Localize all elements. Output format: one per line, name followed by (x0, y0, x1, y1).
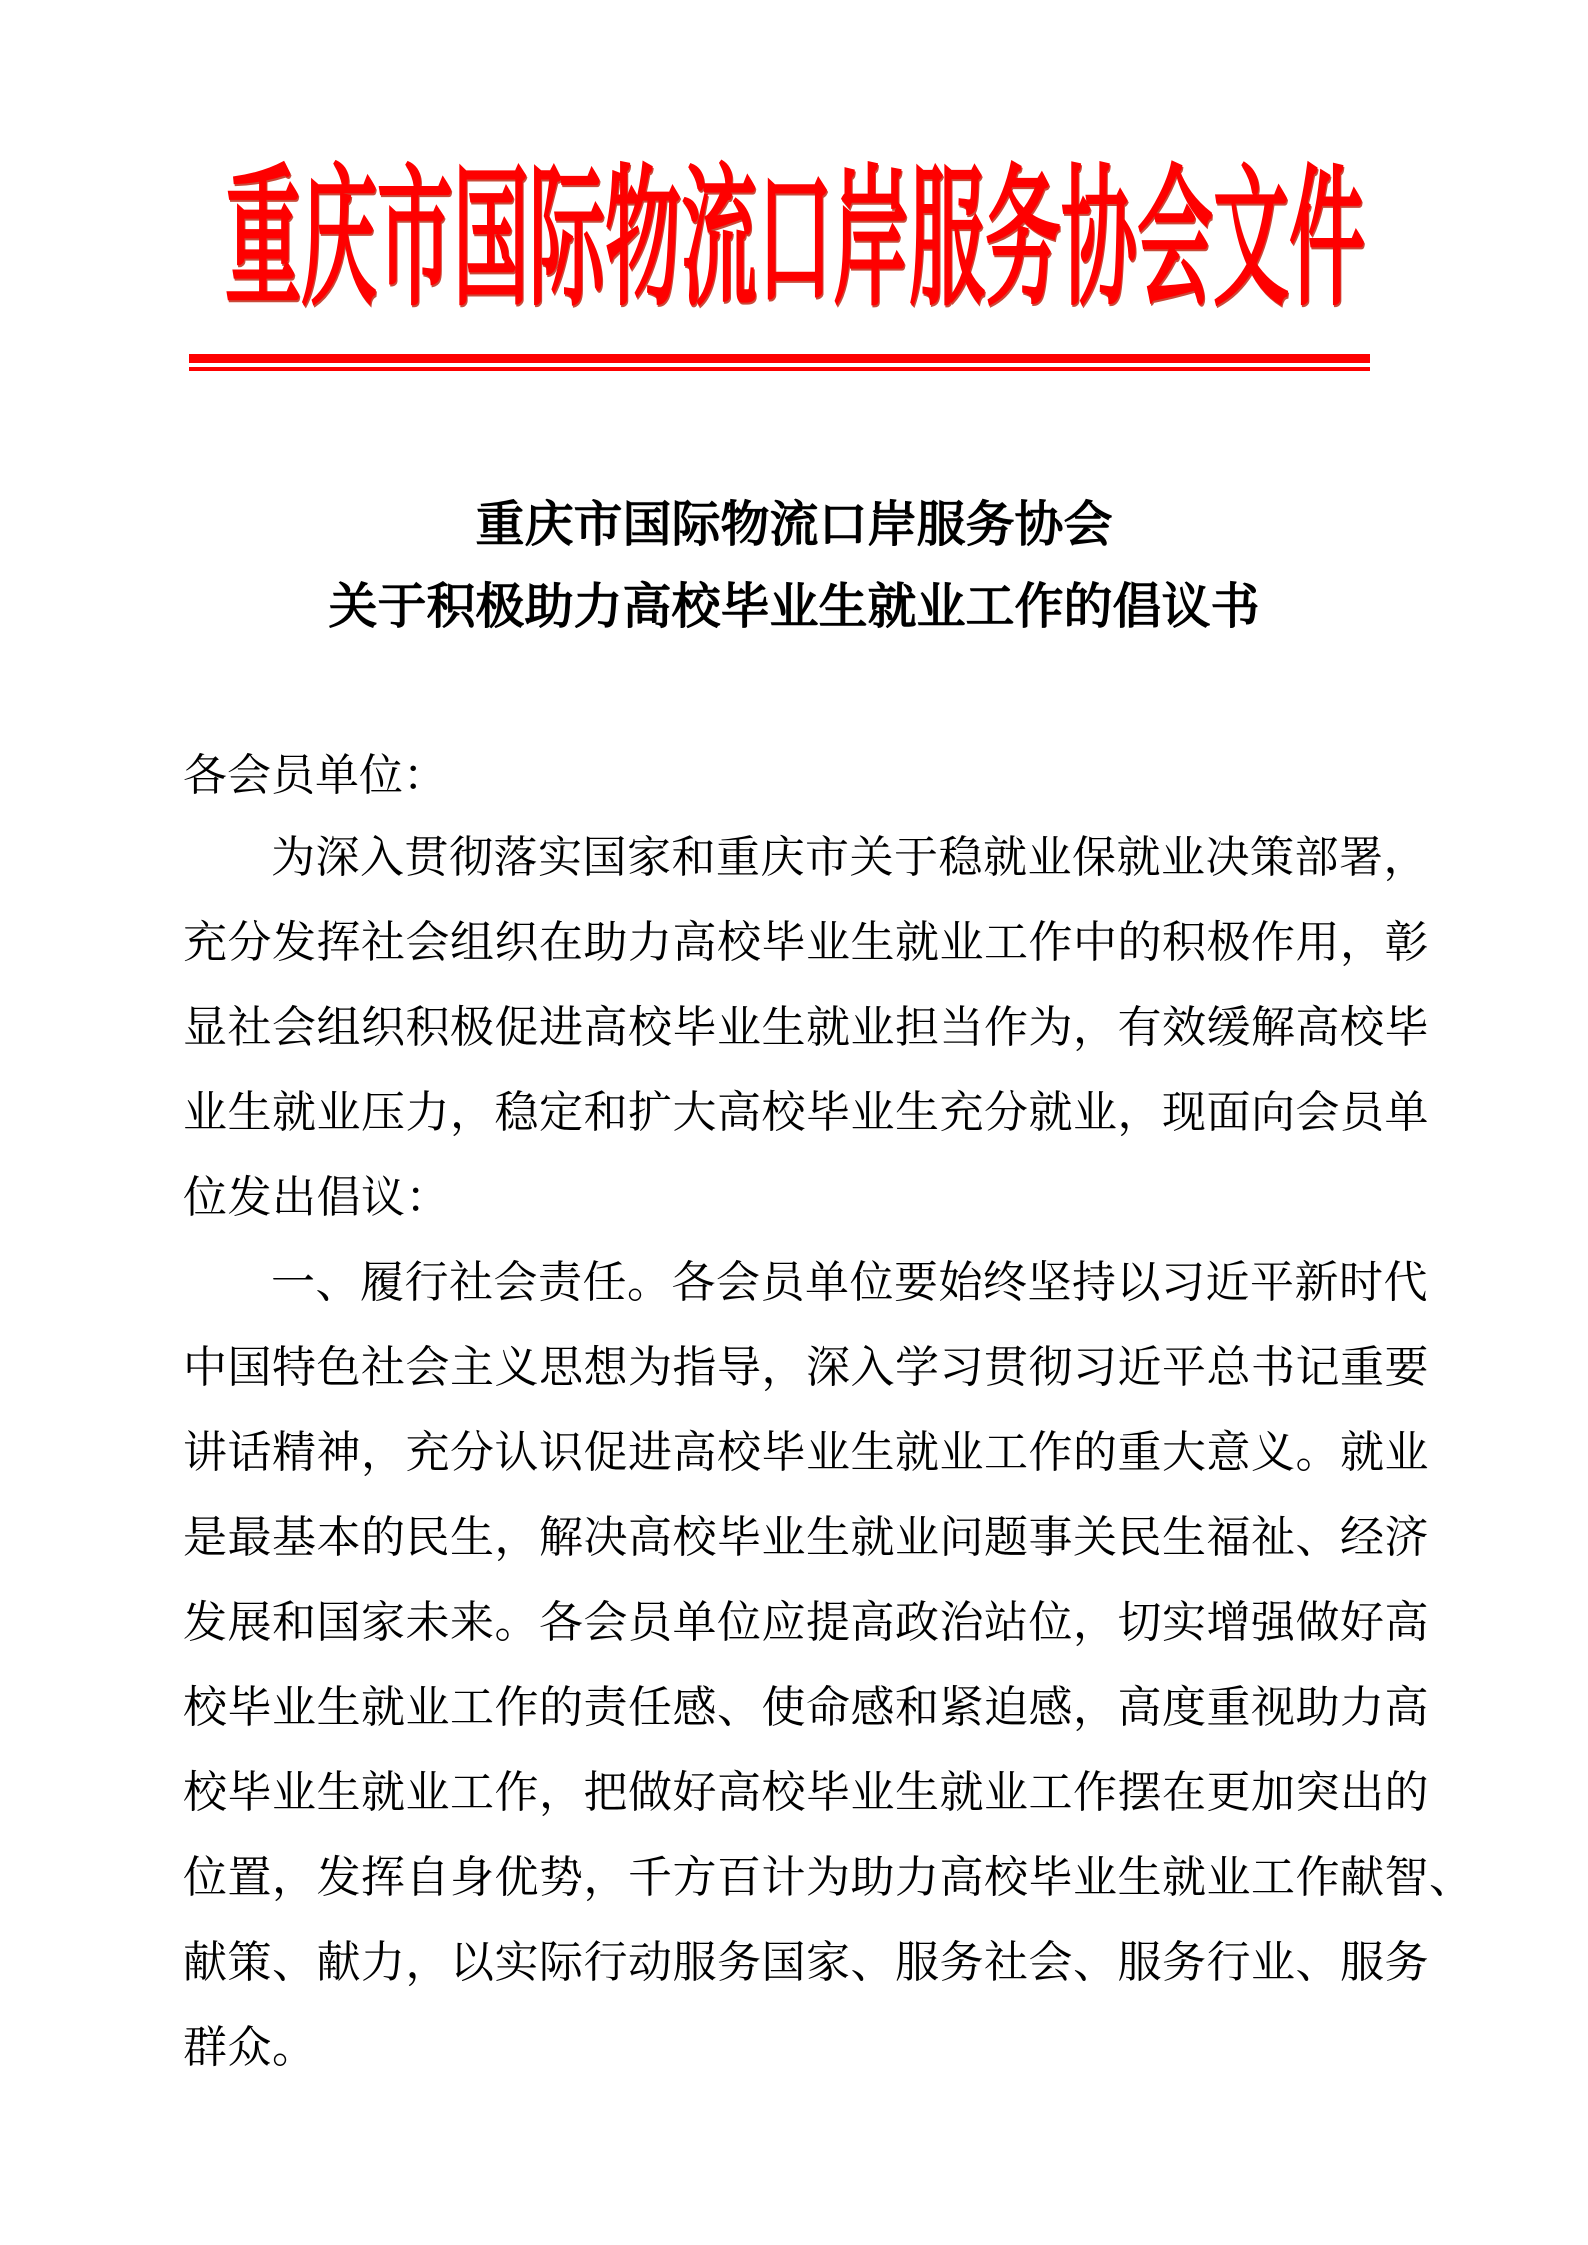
document-title-line2: 关于积极助力高校毕业生就业工作的倡议书 (328, 579, 1260, 634)
document-title-line1: 重庆市国际物流口岸服务协会 (475, 497, 1113, 552)
body-line: 业生就业压力，稳定和扩大高校毕业生充分就业，现面向会员单 (183, 1088, 1429, 1137)
letterhead-char: 市 (377, 157, 453, 325)
red-divider-rule (189, 354, 1370, 371)
letterhead-char: 务 (985, 157, 1061, 325)
letterhead-char: 国 (453, 157, 529, 325)
letterhead-char: 庆 (301, 157, 377, 325)
body-line: 群众。 (183, 2023, 317, 2072)
body-line: 充分发挥社会组织在助力高校毕业生就业工作中的积极作用，彰 (183, 918, 1429, 967)
salutation: 各会员单位： (183, 751, 447, 800)
divider-thin-line (189, 367, 1370, 371)
letterhead-char: 物 (605, 157, 681, 325)
letterhead-char: 服 (909, 157, 985, 325)
divider-thick-line (189, 354, 1370, 363)
body-line: 献策、献力，以实际行动服务国家、服务社会、服务行业、服务 (183, 1938, 1429, 1987)
body-line: 是最基本的民生，解决高校毕业生就业问题事关民生福祉、经济 (183, 1513, 1429, 1562)
body-line: 位置，发挥自身优势，千方百计为助力高校毕业生就业工作献智、 (183, 1853, 1474, 1902)
body-line: 校毕业生就业工作的责任感、使命感和紧迫感，高度重视助力高 (183, 1683, 1429, 1732)
letterhead-char: 文 (1213, 157, 1289, 325)
body-line: 校毕业生就业工作，把做好高校毕业生就业工作摆在更加突出的 (183, 1768, 1429, 1817)
body-line: 位发出倡议： (183, 1173, 450, 1222)
letterhead-char: 协 (1061, 157, 1137, 325)
letterhead-title (225, 157, 1365, 325)
letterhead-char: 件 (1289, 157, 1365, 325)
letterhead-char: 流 (681, 157, 757, 325)
body-line: 讲话精神，充分认识促进高校毕业生就业工作的重大意义。就业 (183, 1428, 1429, 1477)
body-line: 显社会组织积极促进高校毕业生就业担当作为，有效缓解高校毕 (183, 1003, 1429, 1052)
letterhead-char: 际 (529, 157, 605, 325)
body-text (183, 815, 1474, 2090)
letterhead-char: 重 (225, 157, 301, 325)
body-line: 一、履行社会责任。各会员单位要始终坚持以习近平新时代 (271, 1258, 1428, 1307)
body-line: 为深入贯彻落实国家和重庆市关于稳就业保就业决策部署， (271, 833, 1428, 882)
body-line: 中国特色社会主义思想为指导，深入学习贯彻习近平总书记重要 (183, 1343, 1429, 1392)
letterhead-char: 岸 (833, 157, 909, 325)
letterhead-char: 会 (1137, 157, 1213, 325)
letterhead-char: 口 (757, 157, 833, 325)
body-line: 发展和国家未来。各会员单位应提高政治站位，切实增强做好高 (183, 1598, 1429, 1647)
